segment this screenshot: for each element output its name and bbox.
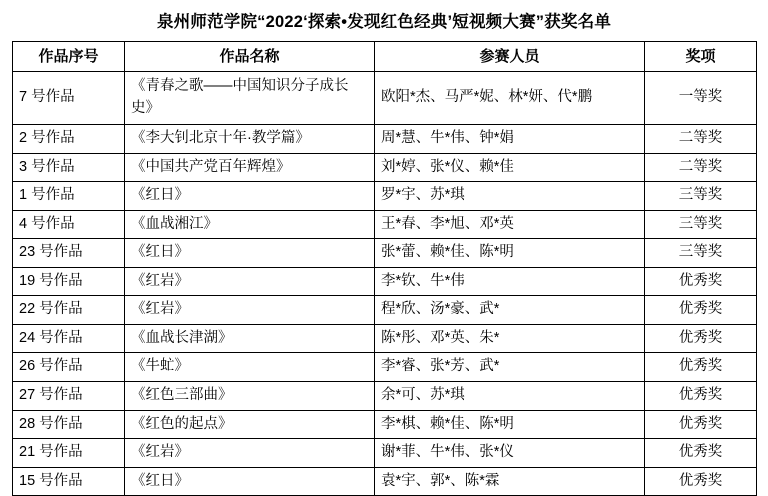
cell-work-name: 《血战湘江》: [125, 210, 375, 239]
cell-participants: 袁*宇、郭*、陈*霖: [375, 467, 645, 496]
table-row: [13, 410, 757, 439]
cell-work-name: 《李大钊北京十年·教学篇》: [125, 124, 375, 153]
cell-participants: 周*慧、牛*伟、钟*娟: [375, 124, 645, 153]
cell-participants: 余*可、苏*琪: [375, 382, 645, 411]
cell-award: 优秀奖: [645, 439, 757, 468]
cell-award: 三等奖: [645, 210, 757, 239]
cell-participants: 欧阳*杰、马严*妮、林*妍、代*鹏: [375, 72, 645, 125]
cell-work-name: 《牛虻》: [125, 353, 375, 382]
cell-work-number: 15 号作品: [13, 467, 125, 496]
table-row: [13, 324, 757, 353]
cell-work-name: 《红色三部曲》: [125, 382, 375, 411]
table-header: [13, 42, 757, 72]
cell-work-number: 24 号作品: [13, 324, 125, 353]
cell-work-name: 《红岩》: [125, 439, 375, 468]
table-row: [13, 72, 757, 125]
cell-work-number: 19 号作品: [13, 267, 125, 296]
table-row: [13, 153, 757, 182]
cell-work-number: 23 号作品: [13, 239, 125, 268]
table-body: [13, 72, 757, 496]
cell-work-number: 1 号作品: [13, 182, 125, 211]
table-row: [13, 296, 757, 325]
cell-work-name: 《红日》: [125, 467, 375, 496]
column-header-work-name: 作品名称: [125, 42, 375, 72]
cell-work-name: 《青春之歌——中国知识分子成长史》: [125, 72, 375, 125]
cell-work-number: 26 号作品: [13, 353, 125, 382]
cell-participants: 李*棋、赖*佳、陈*明: [375, 410, 645, 439]
cell-award: 优秀奖: [645, 353, 757, 382]
table-row: [13, 239, 757, 268]
cell-participants: 张*蕾、赖*佳、陈*明: [375, 239, 645, 268]
cell-participants: 罗*宇、苏*琪: [375, 182, 645, 211]
cell-work-number: 22 号作品: [13, 296, 125, 325]
cell-award: 三等奖: [645, 239, 757, 268]
cell-participants: 刘*婷、张*仪、赖*佳: [375, 153, 645, 182]
table-row: [13, 353, 757, 382]
table-header-row: [13, 42, 757, 72]
cell-work-number: 28 号作品: [13, 410, 125, 439]
cell-award: 一等奖: [645, 72, 757, 125]
cell-participants: 程*欣、汤*豪、武*: [375, 296, 645, 325]
cell-award: 优秀奖: [645, 324, 757, 353]
column-header-award: 奖项: [645, 42, 757, 72]
cell-participants: 李*钦、牛*伟: [375, 267, 645, 296]
cell-participants: 陈*彤、邓*英、朱*: [375, 324, 645, 353]
cell-work-number: 4 号作品: [13, 210, 125, 239]
cell-work-name: 《红岩》: [125, 267, 375, 296]
cell-work-name: 《红日》: [125, 182, 375, 211]
cell-work-name: 《红岩》: [125, 296, 375, 325]
cell-work-number: 3 号作品: [13, 153, 125, 182]
cell-work-number: 2 号作品: [13, 124, 125, 153]
table-row: [13, 210, 757, 239]
cell-participants: 王*春、李*旭、邓*英: [375, 210, 645, 239]
cell-participants: 李*睿、张*芳、武*: [375, 353, 645, 382]
table-row: [13, 382, 757, 411]
column-header-work-number: 作品序号: [13, 42, 125, 72]
cell-award: 优秀奖: [645, 296, 757, 325]
cell-work-number: 7 号作品: [13, 72, 125, 125]
cell-work-number: 21 号作品: [13, 439, 125, 468]
table-row: [13, 467, 757, 496]
cell-work-name: 《红色的起点》: [125, 410, 375, 439]
cell-award: 优秀奖: [645, 467, 757, 496]
cell-work-name: 《红日》: [125, 239, 375, 268]
cell-award: 优秀奖: [645, 410, 757, 439]
cell-work-number: 27 号作品: [13, 382, 125, 411]
column-header-participants: 参赛人员: [375, 42, 645, 72]
page-title: 泉州师范学院“2022‘探索•发现红色经典’短视频大赛”获奖名单: [156, 13, 612, 31]
table-row: [13, 182, 757, 211]
cell-award: 三等奖: [645, 182, 757, 211]
award-list-table: [12, 41, 757, 496]
cell-work-name: 《血战长津湖》: [125, 324, 375, 353]
cell-participants: 谢*菲、牛*伟、张*仪: [375, 439, 645, 468]
cell-award: 优秀奖: [645, 382, 757, 411]
cell-award: 二等奖: [645, 124, 757, 153]
table-row: [13, 439, 757, 468]
cell-award: 二等奖: [645, 153, 757, 182]
table-row: [13, 267, 757, 296]
cell-work-name: 《中国共产党百年辉煌》: [125, 153, 375, 182]
table-row: [13, 124, 757, 153]
cell-award: 优秀奖: [645, 267, 757, 296]
